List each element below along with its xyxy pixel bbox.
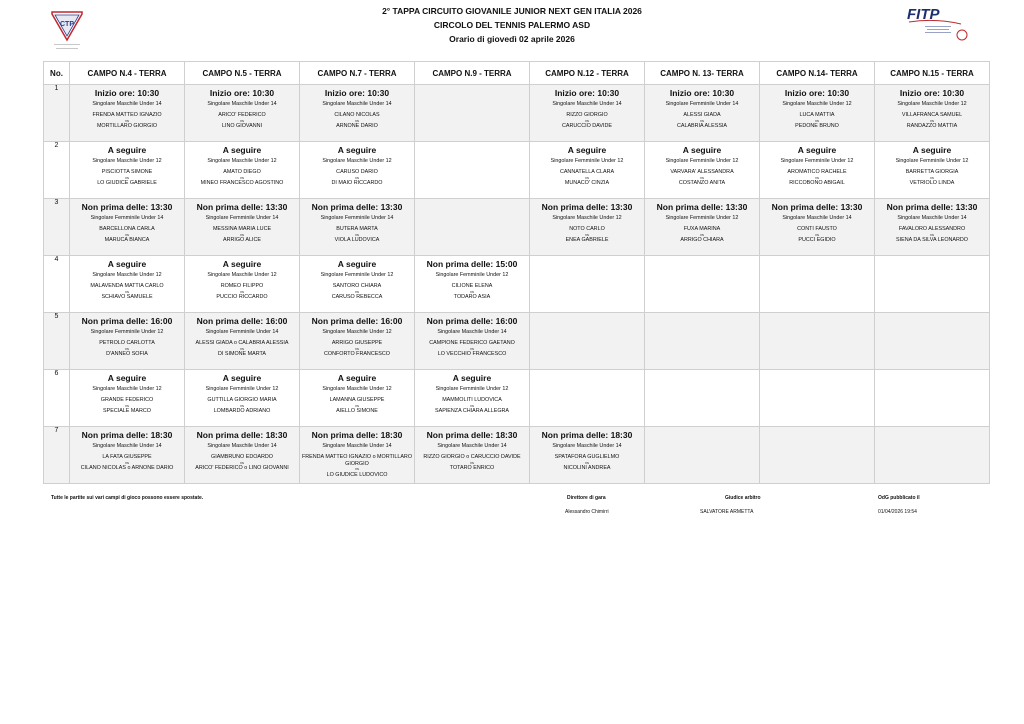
empty-cell	[530, 370, 645, 427]
match-category: Singolare Femminile Under 14	[665, 101, 739, 107]
schedule-date: Orario di giovedì 02 aprile 2026	[449, 34, 575, 44]
player-one: RIZZO GIORGIO	[566, 112, 608, 118]
match-category: Singolare Femminile Under 12	[435, 386, 509, 392]
player-one: BARRETTA GIORGIA	[905, 169, 959, 175]
versus-label: vs	[355, 345, 359, 351]
versus-label: vs	[585, 459, 589, 465]
match-category: Singolare Femminile Under 14	[320, 215, 394, 221]
schedule-table	[43, 61, 990, 484]
player-one: LAMANNA GIUSEPPE	[329, 397, 385, 403]
player-two: VETRIOLO LINDA	[909, 180, 955, 186]
match-cell	[645, 85, 760, 142]
player-two: DI MAIO RICCARDO	[331, 180, 383, 186]
match-category: Singolare Maschile Under 12	[207, 158, 277, 164]
match-time: A seguire	[107, 259, 147, 269]
versus-label: vs	[815, 174, 819, 180]
match-cell	[300, 256, 415, 313]
column-header-no: No.	[44, 62, 70, 85]
match-cell	[185, 370, 300, 427]
player-one: LUCA MATTIA	[799, 112, 835, 118]
schedule-row	[44, 199, 990, 256]
match-category: Singolare Femminile Under 12	[205, 386, 279, 392]
versus-label: vs	[355, 231, 359, 237]
versus-label: vs	[815, 117, 819, 123]
player-one: MESSINA MARIA LUCE	[212, 226, 272, 232]
match-cell	[645, 199, 760, 256]
club-name: CIRCOLO DEL TENNIS PALERMO ASD	[433, 20, 591, 30]
player-two: ARRIGO ALICE	[222, 237, 262, 243]
match-category: Singolare Maschile Under 14	[207, 443, 277, 449]
row-number: 5	[44, 313, 70, 370]
versus-label: vs	[585, 231, 589, 237]
empty-cell	[645, 370, 760, 427]
match-cell	[530, 199, 645, 256]
player-two: SPECIALE MARCO	[103, 408, 151, 414]
column-header-court: CAMPO N.5 - TERRA	[185, 62, 300, 85]
player-one: BARCELLONA CARLA	[99, 226, 155, 232]
versus-label: vs	[930, 117, 934, 123]
column-header-court: CAMPO N.12 - TERRA	[530, 62, 645, 85]
match-category: Singolare Maschile Under 12	[552, 215, 622, 221]
match-cell	[70, 85, 185, 142]
player-one: CONTI FAUSTO	[797, 226, 837, 232]
empty-cell	[875, 256, 990, 313]
match-category: Singolare Maschile Under 12	[92, 272, 162, 278]
player-one: CANNATELLA CLARA	[559, 169, 615, 175]
match-cell	[760, 142, 875, 199]
versus-label: vs	[700, 174, 704, 180]
versus-label: vs	[700, 117, 704, 123]
player-two: PUCCIO RICCARDO	[216, 294, 268, 300]
match-time: A seguire	[337, 259, 377, 269]
player-one: CILANO NICOLAS	[334, 112, 380, 118]
match-time: Inizio ore: 10:30	[324, 88, 390, 98]
match-category: Singolare Maschile Under 14	[437, 329, 507, 335]
match-cell	[70, 370, 185, 427]
player-one: GUTTILLA GIORGIO MARIA	[207, 397, 277, 403]
match-time: A seguire	[797, 145, 837, 155]
match-time: Non prima delle: 16:00	[196, 316, 288, 326]
empty-cell	[875, 370, 990, 427]
player-two: ENEA GABRIELE	[565, 237, 609, 243]
match-cell	[185, 427, 300, 484]
match-category: Singolare Maschile Under 14	[207, 101, 277, 107]
versus-label: vs	[125, 288, 129, 294]
match-cell	[760, 85, 875, 142]
versus-label: vs	[355, 402, 359, 408]
match-time: A seguire	[337, 373, 377, 383]
player-two: RANDAZZO MATTIA	[906, 123, 958, 129]
match-cell	[300, 313, 415, 370]
schedule-row	[44, 256, 990, 313]
player-two: LO GIUDICE GABRIELE	[97, 180, 157, 186]
tournament-title: 2° TAPPA CIRCUITO GIOVANILE JUNIOR NEXT GEN ITALIA 2026	[382, 6, 642, 16]
match-time: Inizio ore: 10:30	[209, 88, 275, 98]
match-time: Non prima delle: 13:30	[771, 202, 863, 212]
match-cell	[300, 199, 415, 256]
match-cell	[415, 427, 530, 484]
match-time: A seguire	[222, 145, 262, 155]
player-one: VILLAFRANCA SAMUEL	[901, 112, 963, 118]
player-two: NICOLINI ANDREA	[563, 465, 611, 471]
player-one: NOTO CARLO	[569, 226, 605, 232]
row-number: 2	[44, 142, 70, 199]
column-header-court: CAMPO N.9 - TERRA	[415, 62, 530, 85]
empty-cell	[760, 370, 875, 427]
match-cell	[415, 256, 530, 313]
published-value: 01/04/2026 19:54	[878, 509, 917, 515]
match-time: Inizio ore: 10:30	[554, 88, 620, 98]
match-cell	[185, 199, 300, 256]
match-time: A seguire	[107, 373, 147, 383]
match-category: Singolare Maschile Under 14	[92, 101, 162, 107]
versus-label: vs	[470, 288, 474, 294]
match-cell	[415, 370, 530, 427]
row-number: 1	[44, 85, 70, 142]
player-two: SIENA DA SILVA LEONARDO	[896, 237, 968, 243]
schedule-row	[44, 142, 990, 199]
versus-label: vs	[930, 231, 934, 237]
player-one: SANTORO CHIARA	[332, 283, 382, 289]
player-one: FUXA MARINA	[683, 226, 721, 232]
match-cell	[875, 199, 990, 256]
player-one: FRENDA MATTEO IGNAZIO o MORTILLARO GIORGIO	[301, 454, 413, 467]
match-time: Non prima delle: 18:30	[426, 430, 518, 440]
match-category: Singolare Maschile Under 12	[322, 329, 392, 335]
match-category: Singolare Femminile Under 12	[665, 215, 739, 221]
match-category: Singolare Femminile Under 14	[205, 329, 279, 335]
player-two: CONFORTO FRANCESCO	[324, 351, 390, 357]
player-one: GIAMBRUNO EDOARDO	[211, 454, 273, 460]
player-two: PUCCI EGIDIO	[798, 237, 836, 243]
player-two: TODARO ASIA	[453, 294, 491, 300]
versus-label: vs	[355, 288, 359, 294]
versus-label: vs	[470, 345, 474, 351]
match-category: Singolare Femminile Under 12	[665, 158, 739, 164]
match-cell	[875, 85, 990, 142]
player-two: ARRIGO CHIARA	[680, 237, 724, 243]
player-two: CALABRIA ALESSIA	[676, 123, 728, 129]
match-cell	[185, 142, 300, 199]
empty-cell	[645, 427, 760, 484]
match-cell	[70, 142, 185, 199]
empty-cell	[645, 256, 760, 313]
schedule-row	[44, 313, 990, 370]
match-time: Non prima delle: 18:30	[541, 430, 633, 440]
column-header-court: CAMPO N.14- TERRA	[760, 62, 875, 85]
match-time: Non prima delle: 18:30	[311, 430, 403, 440]
match-category: Singolare Maschile Under 14	[552, 101, 622, 107]
match-time: Inizio ore: 10:30	[94, 88, 160, 98]
director-name: Alessandro Chimirri	[565, 509, 609, 515]
schedule-row	[44, 370, 990, 427]
player-one: ALESSI GIADA o CALABRIA ALESSIA	[195, 340, 289, 346]
match-cell	[300, 142, 415, 199]
player-one: LA FATA GIUSEPPE	[102, 454, 152, 460]
match-category: Singolare Femminile Under 12	[780, 158, 854, 164]
player-two: MORTILLARO GIORGIO	[96, 123, 158, 129]
versus-label: vs	[125, 459, 129, 465]
match-time: A seguire	[222, 373, 262, 383]
column-header-court: CAMPO N. 13- TERRA	[645, 62, 760, 85]
match-category: Singolare Maschile Under 12	[322, 158, 392, 164]
match-time: Non prima delle: 16:00	[81, 316, 173, 326]
match-cell	[300, 85, 415, 142]
match-category: Singolare Maschile Under 14	[322, 443, 392, 449]
match-category: Singolare Femminile Under 12	[90, 329, 164, 335]
match-cell	[70, 427, 185, 484]
player-two: COSTANZO ANITA	[678, 180, 726, 186]
player-one: ARICO' FEDERICO	[218, 112, 266, 118]
player-one: ROMEO FILIPPO	[220, 283, 264, 289]
match-category: Singolare Femminile Under 12	[435, 272, 509, 278]
versus-label: vs	[470, 402, 474, 408]
versus-label: vs	[585, 117, 589, 123]
player-two: AIELLO SIMONE	[336, 408, 378, 414]
empty-cell	[760, 427, 875, 484]
match-cell	[185, 256, 300, 313]
match-time: Non prima delle: 16:00	[311, 316, 403, 326]
row-number: 4	[44, 256, 70, 313]
player-one: MALAVENDA MATTIA CARLO	[90, 283, 164, 289]
player-two: MINEO FRANCESCO AGOSTINO	[200, 180, 284, 186]
versus-label: vs	[930, 174, 934, 180]
versus-label: vs	[585, 174, 589, 180]
match-cell	[300, 427, 415, 484]
match-time: A seguire	[107, 145, 147, 155]
player-two: LO VECCHIO FRANCESCO	[437, 351, 507, 357]
player-two: VIOLA LUDOVICA	[334, 237, 380, 243]
player-two: PEDONE BRUNO	[795, 123, 839, 129]
empty-cell	[760, 256, 875, 313]
match-category: Singolare Maschile Under 14	[92, 443, 162, 449]
fitp-logo-text: FITP	[907, 6, 940, 23]
versus-label: vs	[355, 466, 359, 471]
versus-label: vs	[125, 231, 129, 237]
player-one: FRENDA MATTEO IGNAZIO	[92, 112, 162, 118]
referee-name: SALVATORE ARMETTA	[700, 509, 754, 515]
versus-label: vs	[125, 174, 129, 180]
match-cell	[760, 199, 875, 256]
empty-cell	[415, 199, 530, 256]
club-logo-text: CTP	[60, 21, 74, 28]
match-category: Singolare Maschile Under 12	[92, 158, 162, 164]
player-two: ARNONE DARIO	[336, 123, 378, 129]
match-time: A seguire	[567, 145, 607, 155]
player-one: GRANDE FEDERICO	[100, 397, 154, 403]
match-time: Non prima delle: 13:30	[886, 202, 978, 212]
row-number: 3	[44, 199, 70, 256]
match-time: Inizio ore: 10:30	[899, 88, 965, 98]
match-category: Singolare Maschile Under 12	[897, 101, 967, 107]
versus-label: vs	[240, 288, 244, 294]
player-one: FAVALORO ALESSANDRO	[898, 226, 966, 232]
footer-note: Tutte le partite sui vari campi di gioco possono essere spostate.	[51, 495, 204, 501]
player-two: TOTARO ENRICO	[449, 465, 495, 471]
versus-label: vs	[125, 402, 129, 408]
match-time: Non prima delle: 15:00	[426, 259, 518, 269]
match-category: Singolare Femminile Under 14	[205, 215, 279, 221]
director-label: Direttore di gara	[567, 495, 606, 501]
published-label: OdG pubblicato il	[878, 495, 920, 501]
versus-label: vs	[240, 231, 244, 237]
player-one: AMATO DIEGO	[223, 169, 261, 175]
column-header-court: CAMPO N.15 - TERRA	[875, 62, 990, 85]
match-cell	[875, 142, 990, 199]
versus-label: vs	[355, 174, 359, 180]
match-category: Singolare Femminile Under 12	[550, 158, 624, 164]
player-one: CARUSO DARIO	[336, 169, 378, 175]
versus-label: vs	[470, 459, 474, 465]
player-one: CAMPIONE FEDERICO GAETANO	[429, 340, 515, 346]
empty-cell	[415, 142, 530, 199]
player-two: CARUSO REBECCA	[331, 294, 383, 300]
column-header-court: CAMPO N.4 - TERRA	[70, 62, 185, 85]
player-two: ARICO' FEDERICO o LINO GIOVANNI	[195, 465, 289, 471]
player-two: LO GIUDICE LUDOVICO	[326, 471, 388, 478]
empty-cell	[760, 313, 875, 370]
player-two: LINO GIOVANNI	[221, 123, 263, 129]
versus-label: vs	[240, 402, 244, 408]
match-category: Singolare Maschile Under 12	[782, 101, 852, 107]
empty-cell	[530, 313, 645, 370]
player-one: PETROLO CARLOTTA	[99, 340, 155, 346]
versus-label: vs	[815, 231, 819, 237]
match-cell	[185, 85, 300, 142]
referee-label: Giudice arbitro	[725, 495, 761, 501]
match-category: Singolare Femminile Under 12	[320, 272, 394, 278]
match-cell	[415, 313, 530, 370]
schedule-row	[44, 85, 990, 142]
player-two: CILANO NICOLAS o ARNONE DARIO	[80, 465, 174, 471]
document-header	[0, 4, 1024, 46]
match-cell	[530, 85, 645, 142]
versus-label: vs	[240, 459, 244, 465]
player-one: AROMATICO RACHELE	[787, 169, 847, 175]
versus-label: vs	[240, 174, 244, 180]
match-time: Inizio ore: 10:30	[784, 88, 850, 98]
match-category: Singolare Maschile Under 12	[322, 386, 392, 392]
match-cell	[70, 313, 185, 370]
empty-cell	[645, 313, 760, 370]
match-category: Singolare Maschile Under 14	[897, 215, 967, 221]
match-time: Non prima delle: 13:30	[656, 202, 748, 212]
match-category: Singolare Femminile Under 14	[90, 215, 164, 221]
player-two: CARUCCIO DAVIDE	[562, 123, 612, 129]
schedule-row	[44, 427, 990, 484]
match-time: A seguire	[912, 145, 952, 155]
match-cell	[530, 427, 645, 484]
match-cell	[70, 256, 185, 313]
match-time: Non prima delle: 13:30	[81, 202, 173, 212]
match-time: A seguire	[222, 259, 262, 269]
player-one: ALESSI GIADA	[683, 112, 721, 118]
player-two: LOMBARDO ADRIANO	[213, 408, 271, 414]
row-number: 6	[44, 370, 70, 427]
player-two: SAPIENZA CHIARA ALLEGRA	[435, 408, 509, 414]
empty-cell	[875, 313, 990, 370]
match-time: Non prima delle: 18:30	[81, 430, 173, 440]
player-two: RICCOBONO ABIGAIL	[789, 180, 845, 186]
row-number: 7	[44, 427, 70, 484]
match-time: Non prima delle: 13:30	[311, 202, 403, 212]
player-one: SPATAFORA GUGLIELMO	[554, 454, 620, 460]
match-cell	[530, 142, 645, 199]
match-category: Singolare Maschile Under 14	[437, 443, 507, 449]
match-category: Singolare Maschile Under 14	[782, 215, 852, 221]
match-cell	[300, 370, 415, 427]
header-row	[44, 62, 990, 85]
versus-label: vs	[240, 345, 244, 351]
player-one: PISCIOTTA SIMONE	[101, 169, 153, 175]
match-category: Singolare Maschile Under 14	[322, 101, 392, 107]
match-category: Singolare Maschile Under 12	[207, 272, 277, 278]
player-two: D'ANNEO SOFIA	[106, 351, 148, 357]
match-cell	[185, 313, 300, 370]
player-two: MUNACO' CINZIA	[564, 180, 610, 186]
versus-label: vs	[125, 117, 129, 123]
player-one: BUTERA MARTA	[336, 226, 378, 232]
player-one: MAMMOLITI LUDOVICA	[442, 397, 502, 403]
empty-cell	[415, 85, 530, 142]
player-two: MARUCA BIANCA	[104, 237, 150, 243]
match-time: A seguire	[452, 373, 492, 383]
column-header-court: CAMPO N.7 - TERRA	[300, 62, 415, 85]
versus-label: vs	[355, 117, 359, 123]
match-category: Singolare Femminile Under 12	[895, 158, 969, 164]
versus-label: vs	[125, 345, 129, 351]
match-time: Non prima delle: 16:00	[426, 316, 518, 326]
player-two: DI SIMONE MARTA	[217, 351, 267, 357]
versus-label: vs	[240, 117, 244, 123]
match-time: Non prima delle: 13:30	[541, 202, 633, 212]
match-time: A seguire	[682, 145, 722, 155]
match-time: A seguire	[337, 145, 377, 155]
player-two: SCHIAVO SAMUELE	[101, 294, 153, 300]
match-cell	[70, 199, 185, 256]
player-one: ARRIGO GIUSEPPE	[331, 340, 383, 346]
match-time: Non prima delle: 13:30	[196, 202, 288, 212]
empty-cell	[875, 427, 990, 484]
match-time: Non prima delle: 18:30	[196, 430, 288, 440]
match-time: Inizio ore: 10:30	[669, 88, 735, 98]
match-category: Singolare Maschile Under 12	[92, 386, 162, 392]
player-one: RIZZO GIORGIO o CARUCCIO DAVIDE	[423, 454, 521, 460]
match-cell	[645, 142, 760, 199]
versus-label: vs	[700, 231, 704, 237]
match-category: Singolare Maschile Under 14	[552, 443, 622, 449]
empty-cell	[530, 256, 645, 313]
player-one: VARVARA' ALESSANDRA	[670, 169, 734, 175]
player-one: CILIONE ELENA	[451, 283, 493, 289]
